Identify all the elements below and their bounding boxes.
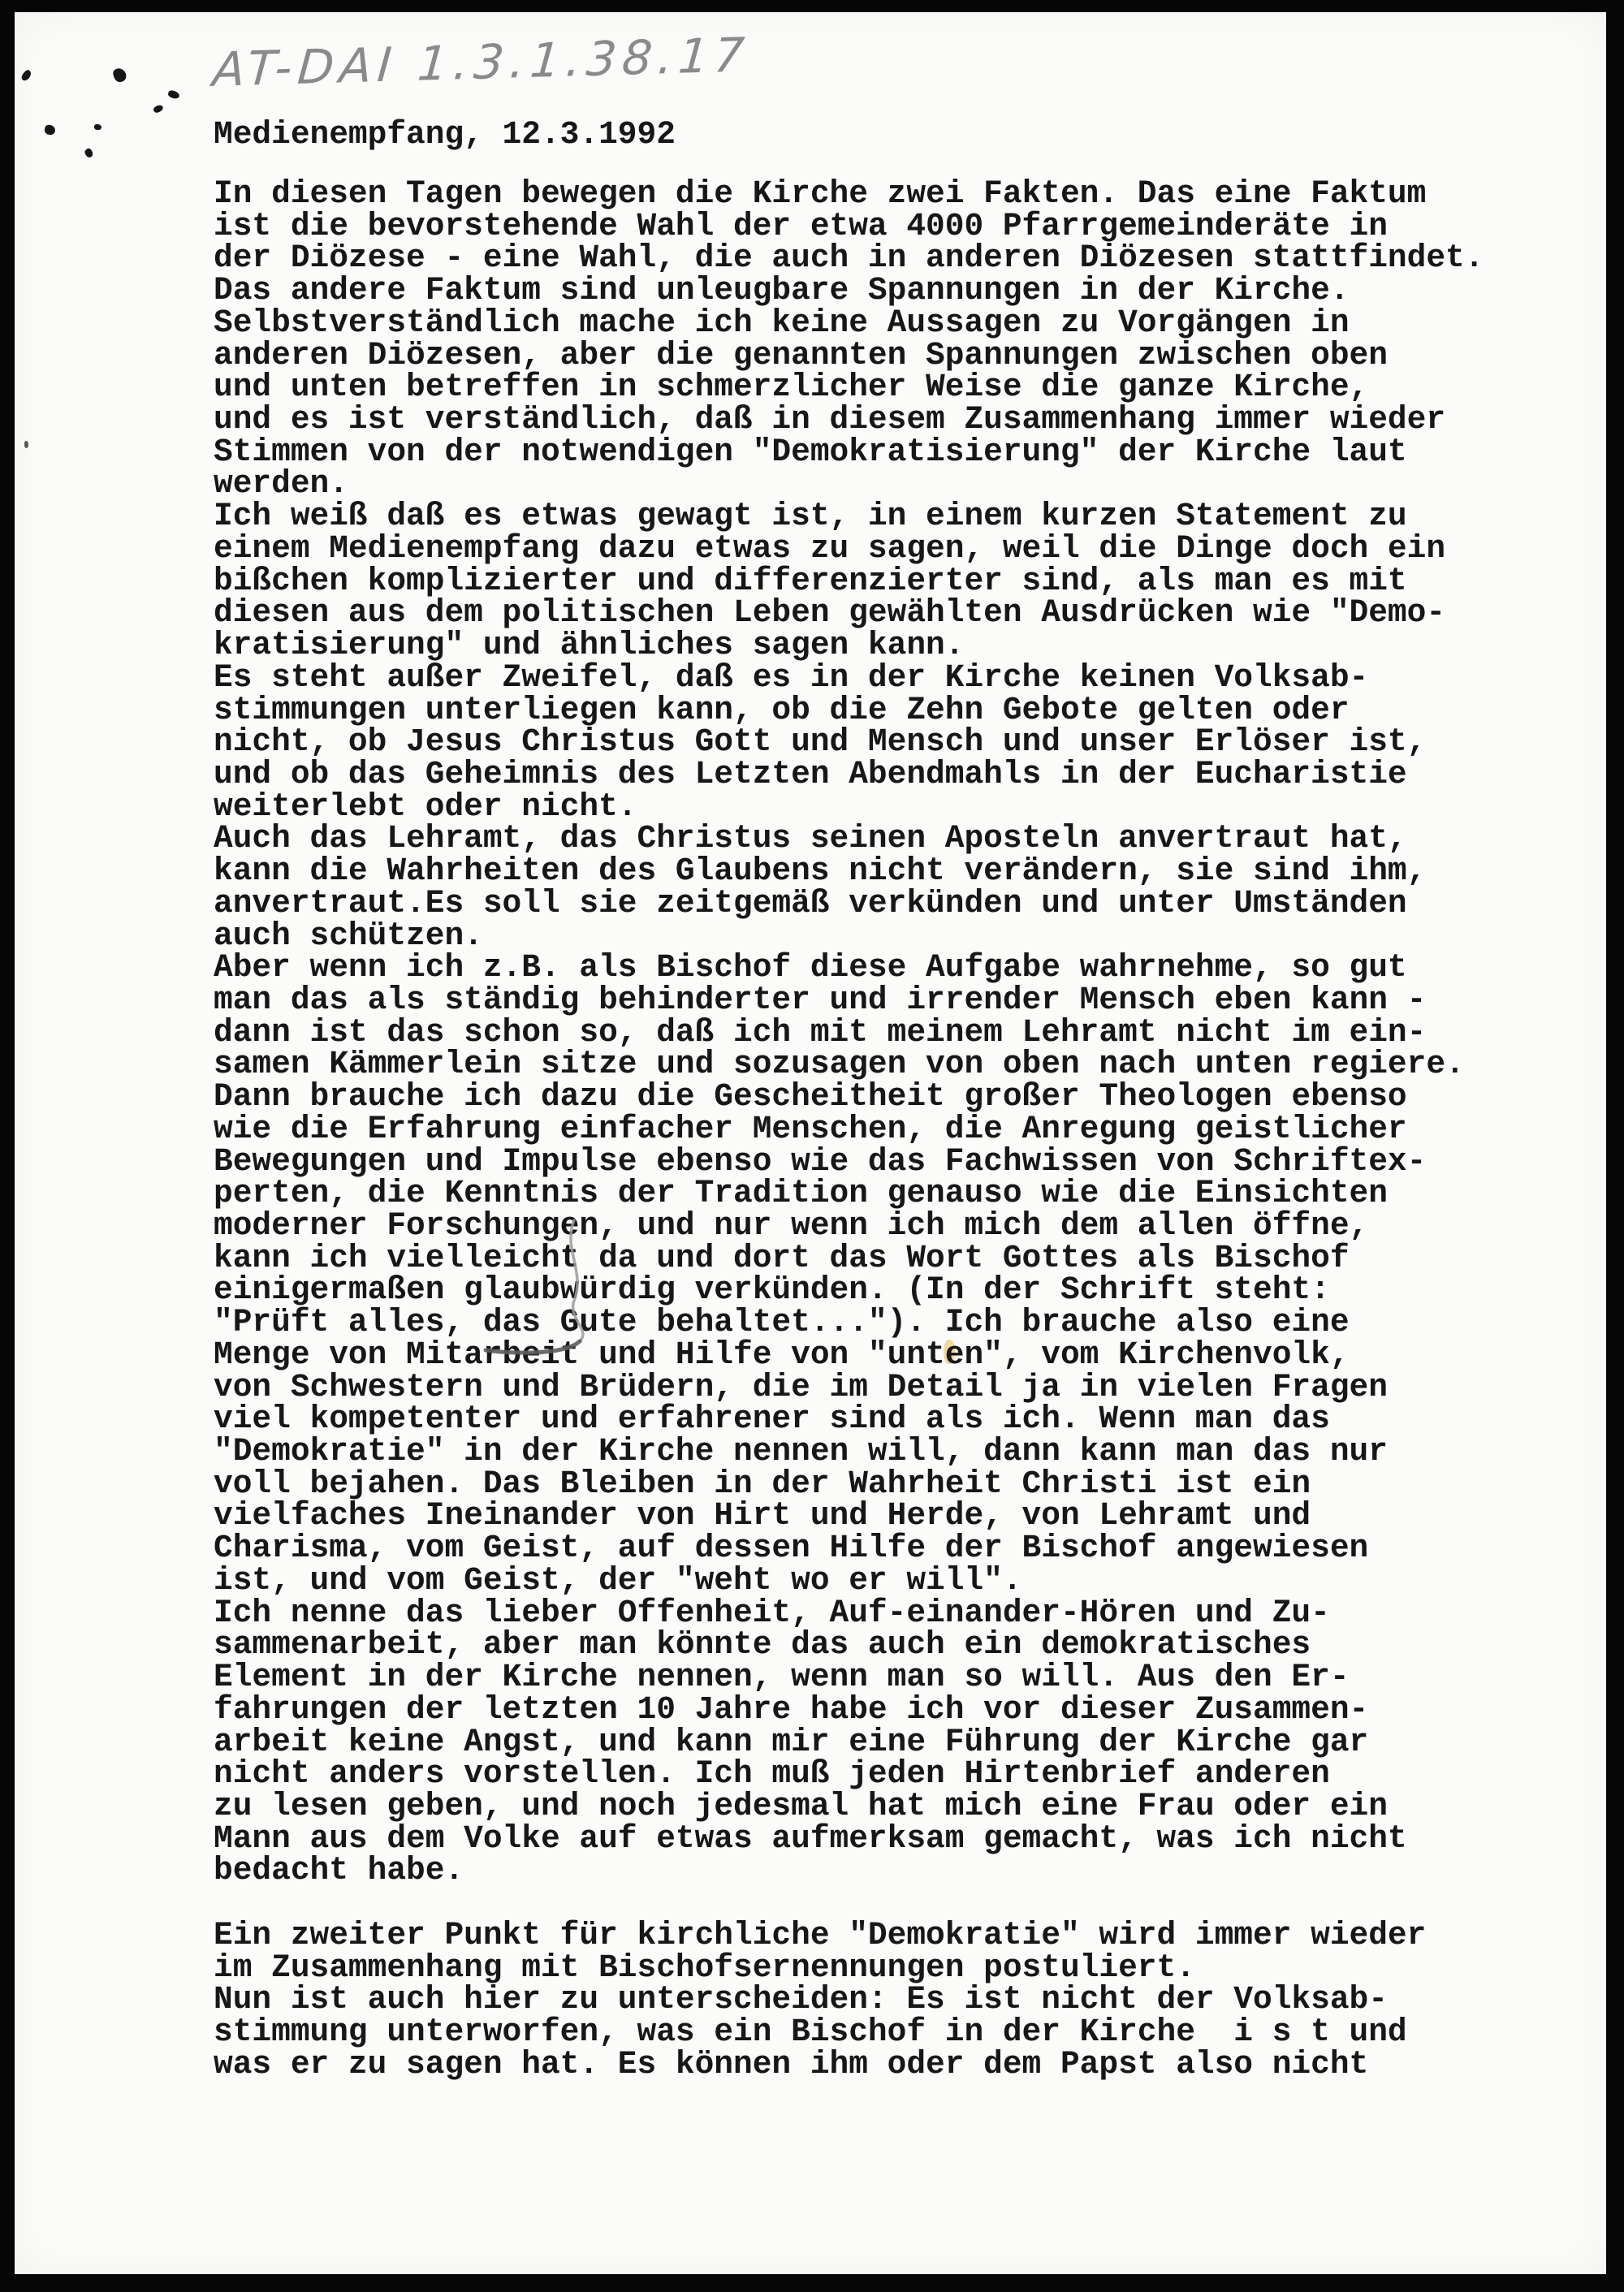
text-line: bedacht habe. bbox=[214, 1852, 464, 1889]
text-line: In diesen Tagen bewegen die Kirche zwei Fakten. Das eine Faktum bbox=[214, 175, 1427, 212]
text-line: Bewegungen und Impulse ebenso wie das Fachwissen von Schriftex- bbox=[214, 1142, 1427, 1180]
text-line: einigermaßen glaubwürdig verkünden. (In der Schrift steht: bbox=[214, 1271, 1330, 1309]
text-line: Element in der Kirche nennen, wenn man so will. Aus den Er- bbox=[214, 1659, 1350, 1696]
text-line: und ob das Geheimnis des Letzten Abendmahls in der Eucharistie bbox=[214, 755, 1407, 792]
text-line: voll bejahen. Das Bleiben in der Wahrheit Christi ist ein bbox=[214, 1465, 1311, 1502]
text-line: diesen aus dem politischen Leben gewählten Ausdrücken wie "Demo- bbox=[214, 594, 1446, 632]
text-line: Menge von Mitarbeit und Hilfe von "unten", vom Kirchenvolk, bbox=[214, 1336, 1350, 1373]
text-line: fahrungen der letzten 10 Jahre habe ich vor dieser Zusammen- bbox=[214, 1690, 1369, 1728]
text-line: perten, die Kenntnis der Tradition genauso wie die Einsichten bbox=[214, 1175, 1388, 1212]
text-line: dann ist das schon so, daß ich mit meinem Lehramt nicht im ein- bbox=[214, 1013, 1427, 1051]
text-line: stimmungen unterliegen kann, ob die Zehn Gebote gelten oder bbox=[214, 691, 1350, 728]
text-line: man das als ständig behinderter und irrender Mensch eben kann - bbox=[214, 981, 1427, 1018]
text-line: arbeit keine Angst, und kann mir eine Führung der Kirche gar bbox=[214, 1723, 1369, 1760]
text-line: Ich nenne das lieber Offenheit, Auf-einander-Hören und Zu- bbox=[214, 1594, 1330, 1631]
text-line: stimmung unterworfen, was ein Bischof in der Kirche i s t und bbox=[214, 2013, 1407, 2050]
text-line: Nun ist auch hier zu unterscheiden: Es ist nicht der Volksab- bbox=[214, 1981, 1388, 2018]
text-line: Auch das Lehramt, das Christus seinen Aposteln anvertraut hat, bbox=[214, 820, 1407, 857]
text-line: Charisma, vom Geist, auf dessen Hilfe der Bischof angewiesen bbox=[214, 1530, 1369, 1567]
text-line: Mann aus dem Volke auf etwas aufmerksam gemacht, was ich nicht bbox=[214, 1819, 1407, 1857]
text-line: Das andere Faktum sind unleugbare Spannungen in der Kirche. bbox=[214, 272, 1350, 309]
text-line: kann ich vielleicht da und dort das Wort Gottes als Bischof bbox=[214, 1239, 1350, 1276]
text-line: und unten betreffen in schmerzlicher Weise die ganze Kirche, bbox=[214, 369, 1369, 406]
text-line: bißchen komplizierter und differenzierter sind, als man es mit bbox=[214, 562, 1407, 599]
text-line: samen Kämmerlein sitze und sozusagen von oben nach unten regiere. bbox=[214, 1046, 1465, 1083]
text-line: nicht, ob Jesus Christus Gott und Mensch und unser Erlöser ist, bbox=[214, 723, 1427, 761]
text-line: Selbstverständlich mache ich keine Aussagen zu Vorgängen in bbox=[214, 304, 1350, 341]
text-line: anderen Diözesen, aber die genannten Spannungen zwischen oben bbox=[214, 336, 1388, 373]
text-line: anvertraut.Es soll sie zeitgemäß verkünden und unter Umständen bbox=[214, 884, 1407, 922]
document-body bbox=[214, 175, 1545, 2083]
text-line: "Demokratie" in der Kirche nennen will, dann kann man das nur bbox=[214, 1433, 1388, 1470]
text-line: wie die Erfahrung einfacher Menschen, die Anregung geistlicher bbox=[214, 1110, 1407, 1147]
text-line: im Zusammenhang mit Bischofsernennungen postuliert. bbox=[214, 1949, 1195, 1986]
ink-speck bbox=[24, 441, 28, 448]
text-line: Stimmen von der notwendigen "Demokratisierung" der Kirche laut bbox=[214, 433, 1407, 470]
ink-speck bbox=[94, 124, 102, 130]
text-line: Ein zweiter Punkt für kirchliche "Demokratie" wird immer wieder bbox=[214, 1916, 1427, 1953]
text-line: zu lesen geben, und noch jedesmal hat mich eine Frau oder ein bbox=[214, 1787, 1388, 1824]
archive-code-annotation: AT-DAI 1.3.1.38.17 bbox=[210, 27, 752, 97]
text-line: Ich weiß daß es etwas gewagt ist, in einem kurzen Statement zu bbox=[214, 498, 1407, 535]
text-line: kratisierung" und ähnliches sagen kann. bbox=[214, 627, 965, 664]
text-line: ist die bevorstehende Wahl der etwa 4000 Pfarrgemeinderäte in bbox=[214, 207, 1388, 244]
text-line: auch schützen. bbox=[214, 917, 483, 954]
text-line: werden. bbox=[214, 465, 348, 503]
text-line: ist, und vom Geist, der "weht wo er will". bbox=[214, 1561, 1022, 1599]
text-line: moderner Forschungen, und nur wenn ich mich dem allen öffne, bbox=[214, 1207, 1369, 1244]
text-line bbox=[214, 1887, 1545, 1919]
text-line: der Diözese - eine Wahl, die auch in anderen Diözesen stattfindet. bbox=[214, 240, 1484, 277]
text-line: und es ist verständlich, daß in diesem Zusammenhang immer wieder bbox=[214, 401, 1446, 438]
text-line: weiterlebt oder nicht. bbox=[214, 788, 637, 825]
document-date-line: Medienempfang, 12.3.1992 bbox=[214, 116, 676, 153]
text-line: vielfaches Ineinander von Hirt und Herde, von Lehramt und bbox=[214, 1497, 1311, 1534]
text-line: sammenarbeit, aber man könnte das auch ein demokratisches bbox=[214, 1626, 1311, 1664]
text-line: Dann brauche ich dazu die Gescheitheit großer Theologen ebenso bbox=[214, 1078, 1407, 1116]
text-line: von Schwestern und Brüdern, die im Detail ja in vielen Fragen bbox=[214, 1368, 1388, 1405]
text-line: Es steht außer Zweifel, daß es in der Kirche keinen Volksab- bbox=[214, 658, 1369, 696]
text-line: nicht anders vorstellen. Ich muß jeden Hirtenbrief anderen bbox=[214, 1755, 1330, 1793]
text-line: viel kompetenter und erfahrener sind als ich. Wenn man das bbox=[214, 1401, 1330, 1438]
text-line: "Prüft alles, das Gute behaltet..."). Ich brauche also eine bbox=[214, 1304, 1350, 1341]
text-line: kann die Wahrheiten des Glaubens nicht verändern, sie sind ihm, bbox=[214, 852, 1427, 890]
text-line: was er zu sagen hat. Es können ihm oder dem Papst also nicht bbox=[214, 2045, 1369, 2083]
text-line: Aber wenn ich z.B. als Bischof diese Aufgabe wahrnehme, so gut bbox=[214, 949, 1407, 986]
text-line: einem Medienempfang dazu etwas zu sagen, weil die Dinge doch ein bbox=[214, 529, 1446, 567]
